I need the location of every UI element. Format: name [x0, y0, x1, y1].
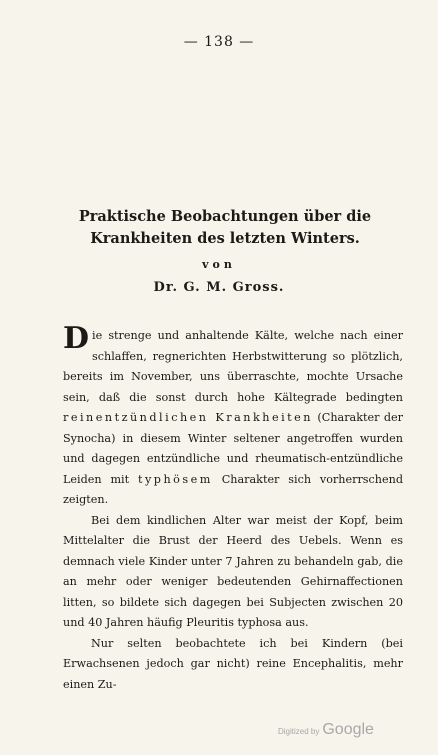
paragraph-1-spaced-a: reinentzündlichen Krankheiten [63, 411, 313, 424]
paragraph-1-text-a: ie strenge und anhaltende Kälte, welche nach einer schlaffen, regnerichten Herbstwitterung so plötzlich, bereits im November, uns überraschte, mochte Ursache sein, daß die sonst durch hohe Kältegrade bedingten [63, 329, 403, 404]
article-title: Praktische Beobachtungen über die Krankheiten des letzten Winters. [78, 208, 372, 247]
paragraph-1 [63, 321, 403, 511]
digitized-by-watermark [278, 721, 374, 739]
paragraph-1-text-c: Charakter sich vorherrschend zeigten. [63, 472, 403, 506]
article-body [63, 321, 403, 695]
author-name: Dr. G. M. Gross. [153, 280, 285, 295]
paragraph-2: Bei dem kindlichen Alter war meist der Kopf, beim Mittelalter die Brust der Heerd des Uebels. Wenn es demnach viele Kinder unter 7 Jahren zu behandeln gab, die an mehr oder weniger bedeutenden Gehirnaffectionen litten, so bildete sich dagegen bei Subjecten zwischen 20 und 40 Jahren häufig Pleuritis typhosa aus. [63, 513, 403, 629]
paragraph-1-text-b: (Charakter der Synocha) in diesem Winter seltener angetroffen wurden und dagegen entzündliche und rheumatisch-entzündliche Leiden mit [63, 411, 403, 486]
page-number: — 138 — [183, 34, 255, 50]
watermark-prefix: Digitized by [278, 727, 320, 736]
byline-von: von [202, 258, 236, 271]
paragraph-1-spaced-b: typhösem [137, 472, 213, 486]
paragraph-3: Nur selten beobachtete ich bei Kindern (bei Erwachsenen jedoch gar nicht) reine Encephalitis, mehr einen Zu- [63, 636, 403, 691]
drop-cap: D [63, 321, 90, 356]
watermark-brand: Google [322, 721, 374, 738]
